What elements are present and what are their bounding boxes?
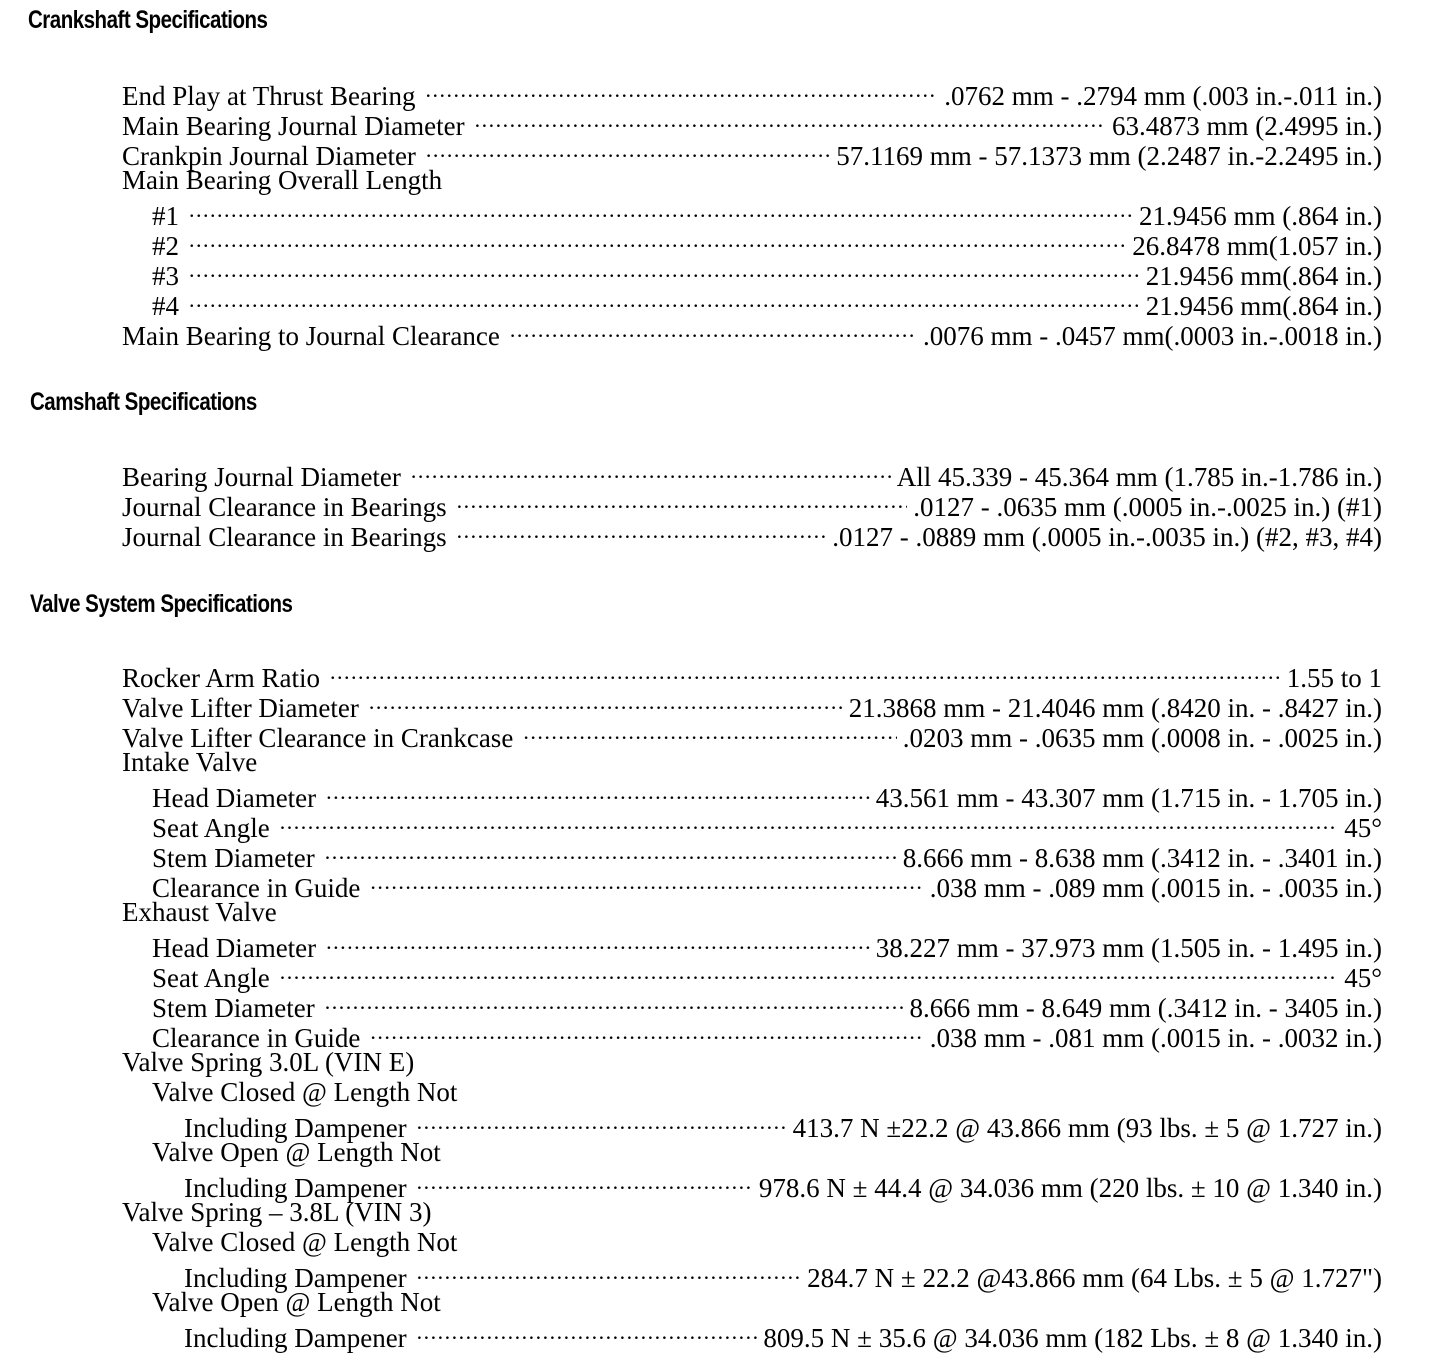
valve-system-spec-list: [122, 657, 1382, 1353]
dot-leader: [325, 987, 904, 1017]
spec-value: .0762 mm - .2794 mm (.003 in.-.011 in.): [944, 81, 1382, 111]
spec-label: #1: [152, 201, 179, 231]
spec-label: Valve Open @ Length Not: [152, 1287, 441, 1317]
spec-row: [122, 1317, 1382, 1353]
spec-value: 413.7 N ±22.2 @ 43.866 mm (93 lbs. ± 5 @ 1.727 in.): [792, 1113, 1382, 1143]
spec-value: 21.9456 mm(.864 in.): [1145, 291, 1382, 321]
spec-label: Crankpin Journal Diameter: [122, 141, 416, 171]
dot-leader: [189, 195, 1133, 225]
spec-label: Valve Open @ Length Not: [152, 1137, 441, 1167]
spec-row: [122, 285, 1382, 321]
spec-row: [122, 1167, 1382, 1203]
dot-leader: [475, 105, 1106, 135]
spec-label: Journal Clearance in Bearings: [122, 492, 447, 522]
spec-group-label: [122, 1197, 1382, 1227]
dot-leader: [325, 837, 897, 867]
spec-label: Clearance in Guide: [152, 1023, 361, 1053]
crankshaft-spec-list: [122, 75, 1382, 351]
spec-group-label: [122, 1047, 1382, 1077]
spec-row: [122, 717, 1382, 753]
dot-leader: [417, 1167, 753, 1197]
dot-leader: [425, 75, 938, 105]
spec-label: Exhaust Valve: [122, 897, 277, 927]
spec-row: [122, 777, 1382, 813]
spec-value: 63.4873 mm (2.4995 in.): [1112, 111, 1382, 141]
spec-row: [122, 837, 1382, 873]
spec-label: Main Bearing to Journal Clearance: [122, 321, 500, 351]
spec-row: [122, 687, 1382, 723]
spec-group-label: [122, 165, 1382, 195]
spec-subgroup-label: [122, 1137, 1382, 1167]
spec-label: Stem Diameter: [152, 843, 315, 873]
spec-value: All 45.339 - 45.364 mm (1.785 in.-1.786 in.): [896, 462, 1382, 492]
dot-leader: [417, 1257, 801, 1287]
spec-label: Stem Diameter: [152, 993, 315, 1023]
dot-leader: [417, 1107, 787, 1137]
spec-value: 809.5 N ± 35.6 @ 34.036 mm (182 Lbs. ± 8 @ 1.340 in.): [763, 1323, 1382, 1353]
dot-leader: [189, 285, 1140, 315]
spec-group-label: [122, 897, 1382, 927]
spec-value: 38.227 mm - 37.973 mm (1.505 in. - 1.495 in.): [875, 933, 1382, 963]
dot-leader: [417, 1317, 758, 1347]
spec-label: Rocker Arm Ratio: [122, 663, 320, 693]
spec-row: [122, 927, 1382, 963]
dot-leader: [411, 456, 891, 486]
spec-label: #2: [152, 231, 179, 261]
spec-label: Valve Closed @ Length Not: [152, 1227, 458, 1257]
spec-value: 978.6 N ± 44.4 @ 34.036 mm (220 lbs. ± 10 @ 1.340 in.): [758, 1173, 1382, 1203]
spec-label: #4: [152, 291, 179, 321]
spec-label: Valve Spring – 3.8L (VIN 3): [122, 1197, 432, 1227]
spec-row: [122, 105, 1382, 141]
dot-leader: [330, 657, 1281, 687]
camshaft-heading: Camshaft Specifications: [30, 388, 257, 416]
spec-row: [122, 807, 1382, 843]
dot-leader: [523, 717, 896, 747]
camshaft-spec-list: [122, 456, 1382, 552]
spec-row: [122, 486, 1382, 522]
spec-value: 45°: [1344, 813, 1382, 843]
dot-leader: [370, 867, 923, 897]
spec-row: [122, 456, 1382, 492]
spec-label: Valve Closed @ Length Not: [152, 1077, 458, 1107]
spec-label: Including Dampener: [184, 1263, 407, 1293]
spec-row: [122, 225, 1382, 261]
dot-leader: [457, 486, 908, 516]
dot-leader: [280, 807, 1338, 837]
spec-label: Intake Valve: [122, 747, 258, 777]
spec-value: 57.1169 mm - 57.1373 mm (2.2487 in.-2.2495 in.): [836, 141, 1382, 171]
spec-label: End Play at Thrust Bearing: [122, 81, 416, 111]
spec-value: .0076 mm - .0457 mm(.0003 in.-.0018 in.): [923, 321, 1382, 351]
spec-label: Journal Clearance in Bearings: [122, 522, 447, 552]
spec-label: Head Diameter: [152, 783, 317, 813]
spec-row: [122, 957, 1382, 993]
spec-label: Valve Spring 3.0L (VIN E): [122, 1047, 415, 1077]
spec-label: Seat Angle: [152, 963, 270, 993]
spec-row: [122, 255, 1382, 291]
spec-label: Clearance in Guide: [152, 873, 361, 903]
spec-value: 43.561 mm - 43.307 mm (1.715 in. - 1.705 in.): [875, 783, 1382, 813]
spec-value: 21.9456 mm (.864 in.): [1139, 201, 1382, 231]
dot-leader: [189, 255, 1140, 285]
spec-value: .038 mm - .081 mm (.0015 in. - .0032 in.): [929, 1023, 1382, 1053]
spec-label: Main Bearing Overall Length: [122, 165, 443, 195]
dot-leader: [457, 516, 827, 546]
valve-system-heading: Valve System Specifications: [30, 590, 293, 618]
spec-label: Head Diameter: [152, 933, 317, 963]
spec-label: Including Dampener: [184, 1323, 407, 1353]
dot-leader: [326, 927, 870, 957]
dot-leader: [370, 1017, 923, 1047]
dot-leader: [280, 957, 1338, 987]
dot-leader: [510, 315, 917, 345]
spec-label: Including Dampener: [184, 1113, 407, 1143]
spec-value: .0203 mm - .0635 mm (.0008 in. - .0025 in.): [902, 723, 1382, 753]
spec-value: 8.666 mm - 8.638 mm (.3412 in. - .3401 in.): [902, 843, 1382, 873]
spec-value: 1.55 to 1: [1286, 663, 1382, 693]
spec-label: #3: [152, 261, 179, 291]
spec-row: [122, 657, 1382, 693]
spec-label: Bearing Journal Diameter: [122, 462, 401, 492]
dot-leader: [369, 687, 843, 717]
spec-value: .0127 - .0889 mm (.0005 in.-.0035 in.) (#2, #3, #4): [832, 522, 1382, 552]
spec-value: .0127 - .0635 mm (.0005 in.-.0025 in.) (#1): [913, 492, 1382, 522]
spec-row: [122, 1017, 1382, 1053]
spec-row: [122, 516, 1382, 552]
crankshaft-heading: Crankshaft Specifications: [28, 6, 268, 34]
spec-group-label: [122, 747, 1382, 777]
spec-row: [122, 135, 1382, 171]
spec-value: 26.8478 mm(1.057 in.): [1132, 231, 1382, 261]
spec-label: Main Bearing Journal Diameter: [122, 111, 465, 141]
spec-label: Valve Lifter Clearance in Crankcase: [122, 723, 514, 753]
spec-row: [122, 867, 1382, 903]
dot-leader: [326, 777, 870, 807]
spec-row: [122, 75, 1382, 111]
spec-subgroup-label: [122, 1077, 1382, 1107]
spec-value: 45°: [1344, 963, 1382, 993]
spec-value: .038 mm - .089 mm (.0015 in. - .0035 in.): [929, 873, 1382, 903]
spec-subgroup-label: [122, 1287, 1382, 1317]
spec-value: 8.666 mm - 8.649 mm (.3412 in. - 3405 in.): [909, 993, 1382, 1023]
dot-leader: [426, 135, 830, 165]
spec-label: Seat Angle: [152, 813, 270, 843]
spec-row: [122, 1107, 1382, 1143]
spec-label: Including Dampener: [184, 1173, 407, 1203]
spec-subgroup-label: [122, 1227, 1382, 1257]
spec-row: [122, 1257, 1382, 1293]
spec-value: 284.7 N ± 22.2 @43.866 mm (64 Lbs. ± 5 @ 1.727"): [807, 1263, 1382, 1293]
spec-value: 21.3868 mm - 21.4046 mm (.8420 in. - .8427 in.): [848, 693, 1382, 723]
spec-value: 21.9456 mm(.864 in.): [1145, 261, 1382, 291]
spec-row: [122, 315, 1382, 351]
dot-leader: [189, 225, 1126, 255]
spec-row: [122, 195, 1382, 231]
spec-row: [122, 987, 1382, 1023]
spec-label: Valve Lifter Diameter: [122, 693, 359, 723]
